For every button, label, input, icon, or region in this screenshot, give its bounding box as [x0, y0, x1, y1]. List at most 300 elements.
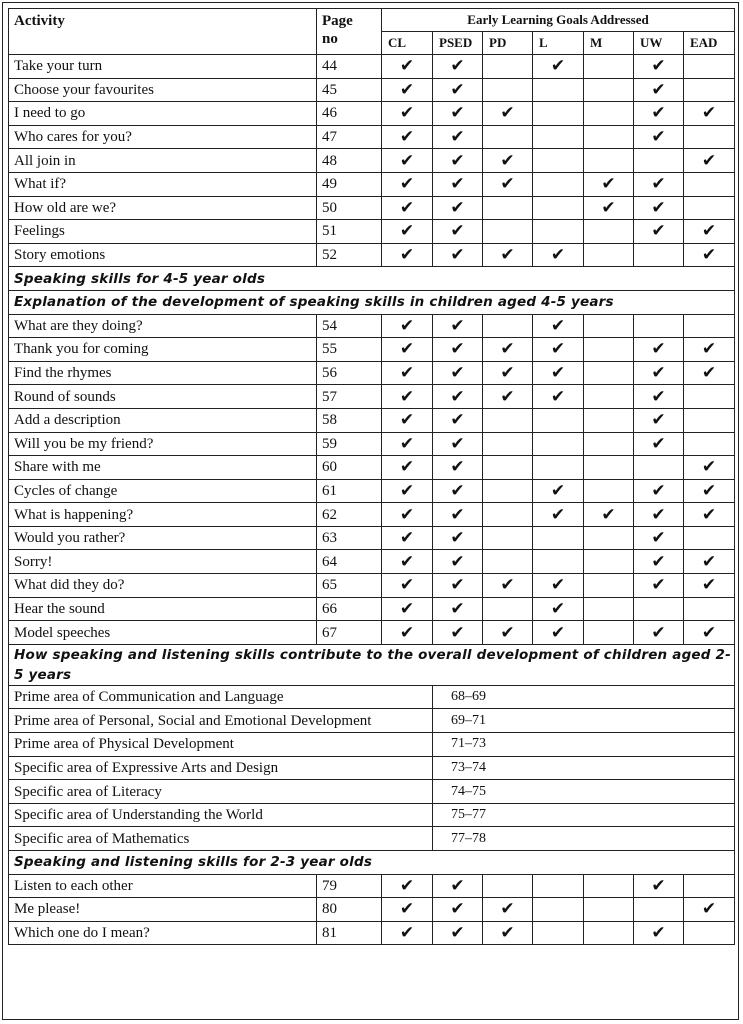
check-mark-icon: ✔: [382, 125, 433, 149]
empty-cell: [684, 196, 735, 220]
check-mark-icon: ✔: [382, 621, 433, 645]
empty-cell: [584, 456, 634, 480]
activity-name: Round of sounds: [9, 385, 317, 409]
activity-name: Listen to each other: [9, 874, 317, 898]
table-row: [9, 408, 735, 432]
page-number: 64: [317, 550, 382, 574]
activities-table: [8, 8, 735, 945]
check-mark-icon: ✔: [433, 243, 483, 267]
check-mark-icon: ✔: [433, 385, 483, 409]
check-mark-icon: ✔: [684, 574, 735, 598]
check-mark-icon: ✔: [533, 243, 584, 267]
check-mark-icon: ✔: [634, 550, 684, 574]
check-mark-icon: ✔: [382, 149, 433, 173]
section-heading-row: [9, 644, 735, 685]
check-mark-icon: ✔: [684, 361, 735, 385]
check-mark-icon: ✔: [433, 432, 483, 456]
table-row: [9, 361, 735, 385]
goal-column-header: PSED: [433, 32, 483, 55]
area-name: Specific area of Literacy: [9, 780, 433, 804]
check-mark-icon: ✔: [382, 243, 433, 267]
check-mark-icon: ✔: [634, 172, 684, 196]
table-row: [9, 574, 735, 598]
page-number: 54: [317, 314, 382, 338]
empty-cell: [483, 125, 533, 149]
empty-cell: [684, 125, 735, 149]
page-number: 47: [317, 125, 382, 149]
empty-cell: [533, 172, 584, 196]
empty-cell: [684, 921, 735, 945]
area-pages: 74–75: [433, 780, 735, 804]
activity-name: What if?: [9, 172, 317, 196]
area-row: [9, 780, 735, 804]
empty-cell: [584, 921, 634, 945]
empty-cell: [684, 78, 735, 102]
goal-column-header: UW: [634, 32, 684, 55]
empty-cell: [634, 456, 684, 480]
area-row: [9, 827, 735, 851]
table-row: [9, 503, 735, 527]
check-mark-icon: ✔: [433, 338, 483, 362]
check-mark-icon: ✔: [382, 526, 433, 550]
page-number: 57: [317, 385, 382, 409]
check-mark-icon: ✔: [382, 456, 433, 480]
check-mark-icon: ✔: [433, 574, 483, 598]
empty-cell: [684, 55, 735, 79]
check-mark-icon: ✔: [533, 314, 584, 338]
check-mark-icon: ✔: [634, 874, 684, 898]
check-mark-icon: ✔: [634, 125, 684, 149]
check-mark-icon: ✔: [483, 361, 533, 385]
page-number: 80: [317, 898, 382, 922]
empty-cell: [684, 385, 735, 409]
page-number: 60: [317, 456, 382, 480]
empty-cell: [533, 196, 584, 220]
empty-cell: [533, 149, 584, 173]
goal-column-header: L: [533, 32, 584, 55]
table-row: [9, 526, 735, 550]
table-row: [9, 220, 735, 244]
page-number: 61: [317, 479, 382, 503]
check-mark-icon: ✔: [684, 898, 735, 922]
page-number: 44: [317, 55, 382, 79]
activity-name: All join in: [9, 149, 317, 173]
empty-cell: [584, 55, 634, 79]
table-row: [9, 550, 735, 574]
table-row: [9, 385, 735, 409]
table-row: [9, 621, 735, 645]
area-row: [9, 685, 735, 709]
area-name: Prime area of Personal, Social and Emotional Development: [9, 709, 433, 733]
check-mark-icon: ✔: [483, 338, 533, 362]
table-row: [9, 196, 735, 220]
check-mark-icon: ✔: [433, 921, 483, 945]
check-mark-icon: ✔: [684, 338, 735, 362]
check-mark-icon: ✔: [433, 314, 483, 338]
check-mark-icon: ✔: [634, 574, 684, 598]
table-row: [9, 898, 735, 922]
page-number: 62: [317, 503, 382, 527]
check-mark-icon: ✔: [382, 432, 433, 456]
empty-cell: [684, 874, 735, 898]
empty-cell: [584, 408, 634, 432]
check-mark-icon: ✔: [433, 220, 483, 244]
page-number: 65: [317, 574, 382, 598]
empty-cell: [584, 621, 634, 645]
check-mark-icon: ✔: [382, 102, 433, 126]
empty-cell: [584, 385, 634, 409]
check-mark-icon: ✔: [584, 503, 634, 527]
empty-cell: [584, 314, 634, 338]
check-mark-icon: ✔: [483, 385, 533, 409]
check-mark-icon: ✔: [533, 621, 584, 645]
check-mark-icon: ✔: [533, 338, 584, 362]
activity-name: Model speeches: [9, 621, 317, 645]
empty-cell: [483, 597, 533, 621]
activity-name: Who cares for you?: [9, 125, 317, 149]
empty-cell: [483, 874, 533, 898]
empty-cell: [634, 314, 684, 338]
empty-cell: [533, 874, 584, 898]
check-mark-icon: ✔: [634, 526, 684, 550]
empty-cell: [483, 479, 533, 503]
table-row: [9, 102, 735, 126]
check-mark-icon: ✔: [584, 172, 634, 196]
activity-name: Hear the sound: [9, 597, 317, 621]
page-number: 48: [317, 149, 382, 173]
empty-cell: [634, 597, 684, 621]
check-mark-icon: ✔: [483, 921, 533, 945]
table-row: [9, 172, 735, 196]
check-mark-icon: ✔: [684, 479, 735, 503]
check-mark-icon: ✔: [684, 102, 735, 126]
check-mark-icon: ✔: [433, 102, 483, 126]
section-heading-row: [9, 851, 735, 875]
check-mark-icon: ✔: [533, 55, 584, 79]
check-mark-icon: ✔: [382, 479, 433, 503]
check-mark-icon: ✔: [433, 408, 483, 432]
goal-column-header: M: [584, 32, 634, 55]
empty-cell: [483, 408, 533, 432]
empty-cell: [584, 597, 634, 621]
check-mark-icon: ✔: [382, 550, 433, 574]
check-mark-icon: ✔: [382, 385, 433, 409]
activity-name: Me please!: [9, 898, 317, 922]
check-mark-icon: ✔: [382, 55, 433, 79]
area-row: [9, 709, 735, 733]
check-mark-icon: ✔: [433, 621, 483, 645]
table-row: [9, 597, 735, 621]
check-mark-icon: ✔: [433, 597, 483, 621]
empty-cell: [584, 338, 634, 362]
no-label: no: [322, 31, 338, 47]
check-mark-icon: ✔: [382, 921, 433, 945]
check-mark-icon: ✔: [533, 597, 584, 621]
check-mark-icon: ✔: [382, 408, 433, 432]
table-row: [9, 432, 735, 456]
check-mark-icon: ✔: [483, 574, 533, 598]
check-mark-icon: ✔: [533, 479, 584, 503]
empty-cell: [584, 125, 634, 149]
activity-name: How old are we?: [9, 196, 317, 220]
section-heading-row: [9, 290, 735, 314]
page-label: Page: [322, 13, 353, 29]
check-mark-icon: ✔: [634, 55, 684, 79]
activity-name: Story emotions: [9, 243, 317, 267]
area-row: [9, 733, 735, 757]
check-mark-icon: ✔: [634, 503, 684, 527]
goal-column-header: EAD: [684, 32, 735, 55]
check-mark-icon: ✔: [382, 874, 433, 898]
check-mark-icon: ✔: [433, 526, 483, 550]
check-mark-icon: ✔: [382, 898, 433, 922]
activity-name: Sorry!: [9, 550, 317, 574]
check-mark-icon: ✔: [382, 503, 433, 527]
empty-cell: [483, 314, 533, 338]
empty-cell: [483, 220, 533, 244]
check-mark-icon: ✔: [533, 361, 584, 385]
check-mark-icon: ✔: [483, 243, 533, 267]
activity-name: Cycles of change: [9, 479, 317, 503]
empty-cell: [684, 408, 735, 432]
empty-cell: [533, 78, 584, 102]
empty-cell: [684, 526, 735, 550]
check-mark-icon: ✔: [382, 338, 433, 362]
check-mark-icon: ✔: [634, 196, 684, 220]
section-heading: Speaking skills for 4-5 year olds: [9, 267, 735, 291]
table-row: [9, 874, 735, 898]
activity-name: What did they do?: [9, 574, 317, 598]
table-row: [9, 149, 735, 173]
empty-cell: [533, 898, 584, 922]
page-number: 55: [317, 338, 382, 362]
area-pages: 71–73: [433, 733, 735, 757]
empty-cell: [483, 55, 533, 79]
section-heading: Speaking and listening skills for 2-3 year olds: [9, 851, 735, 875]
check-mark-icon: ✔: [433, 78, 483, 102]
table-row: [9, 921, 735, 945]
check-mark-icon: ✔: [433, 172, 483, 196]
table-row: [9, 243, 735, 267]
check-mark-icon: ✔: [634, 361, 684, 385]
table-row: [9, 125, 735, 149]
empty-cell: [634, 149, 684, 173]
check-mark-icon: ✔: [483, 621, 533, 645]
area-name: Prime area of Physical Development: [9, 733, 433, 757]
empty-cell: [533, 550, 584, 574]
empty-cell: [584, 526, 634, 550]
page-number: 66: [317, 597, 382, 621]
check-mark-icon: ✔: [684, 621, 735, 645]
table-row: [9, 314, 735, 338]
activity-name: Choose your favourites: [9, 78, 317, 102]
empty-cell: [584, 361, 634, 385]
check-mark-icon: ✔: [382, 172, 433, 196]
empty-cell: [533, 526, 584, 550]
check-mark-icon: ✔: [533, 385, 584, 409]
check-mark-icon: ✔: [433, 55, 483, 79]
check-mark-icon: ✔: [433, 149, 483, 173]
check-mark-icon: ✔: [533, 503, 584, 527]
empty-cell: [584, 479, 634, 503]
page-number: 46: [317, 102, 382, 126]
empty-cell: [584, 78, 634, 102]
check-mark-icon: ✔: [382, 220, 433, 244]
check-mark-icon: ✔: [634, 338, 684, 362]
check-mark-icon: ✔: [433, 456, 483, 480]
empty-cell: [483, 456, 533, 480]
check-mark-icon: ✔: [433, 874, 483, 898]
empty-cell: [684, 597, 735, 621]
activity-name: Would you rather?: [9, 526, 317, 550]
empty-cell: [684, 172, 735, 196]
page-number: 58: [317, 408, 382, 432]
section-heading: How speaking and listening skills contribute to the overall development of children aged 2-5 years: [9, 644, 735, 685]
section-heading-row: [9, 267, 735, 291]
page-number: 49: [317, 172, 382, 196]
empty-cell: [533, 220, 584, 244]
area-name: Specific area of Expressive Arts and Design: [9, 756, 433, 780]
area-row: [9, 756, 735, 780]
empty-cell: [533, 125, 584, 149]
page-number: 81: [317, 921, 382, 945]
empty-cell: [483, 432, 533, 456]
page-number: 45: [317, 78, 382, 102]
empty-cell: [533, 456, 584, 480]
check-mark-icon: ✔: [533, 574, 584, 598]
activity-header: Activity: [9, 9, 317, 55]
check-mark-icon: ✔: [684, 243, 735, 267]
check-mark-icon: ✔: [634, 385, 684, 409]
empty-cell: [584, 102, 634, 126]
area-name: Prime area of Communication and Language: [9, 685, 433, 709]
area-pages: 69–71: [433, 709, 735, 733]
empty-cell: [533, 921, 584, 945]
check-mark-icon: ✔: [634, 621, 684, 645]
area-name: Specific area of Understanding the World: [9, 803, 433, 827]
check-mark-icon: ✔: [433, 125, 483, 149]
activity-name: Will you be my friend?: [9, 432, 317, 456]
check-mark-icon: ✔: [634, 432, 684, 456]
empty-cell: [533, 408, 584, 432]
empty-cell: [584, 898, 634, 922]
empty-cell: [483, 526, 533, 550]
area-pages: 73–74: [433, 756, 735, 780]
empty-cell: [483, 196, 533, 220]
check-mark-icon: ✔: [634, 921, 684, 945]
area-pages: 77–78: [433, 827, 735, 851]
activity-name: Add a description: [9, 408, 317, 432]
goal-column-header: CL: [382, 32, 433, 55]
page-number: 67: [317, 621, 382, 645]
section-heading: Explanation of the development of speaking skills in children aged 4-5 years: [9, 290, 735, 314]
empty-cell: [483, 78, 533, 102]
activity-name: Share with me: [9, 456, 317, 480]
activity-name: What are they doing?: [9, 314, 317, 338]
table-row: [9, 479, 735, 503]
empty-cell: [584, 220, 634, 244]
check-mark-icon: ✔: [634, 220, 684, 244]
check-mark-icon: ✔: [382, 597, 433, 621]
table-row: [9, 338, 735, 362]
empty-cell: [584, 432, 634, 456]
activity-name: Take your turn: [9, 55, 317, 79]
check-mark-icon: ✔: [433, 196, 483, 220]
check-mark-icon: ✔: [382, 314, 433, 338]
page-number: 56: [317, 361, 382, 385]
activity-name: Which one do I mean?: [9, 921, 317, 945]
goal-column-header: PD: [483, 32, 533, 55]
activity-name: I need to go: [9, 102, 317, 126]
empty-cell: [584, 574, 634, 598]
empty-cell: [533, 432, 584, 456]
check-mark-icon: ✔: [634, 479, 684, 503]
page-no-header: [317, 9, 382, 55]
goals-header: Early Learning Goals Addressed: [382, 9, 735, 32]
check-mark-icon: ✔: [634, 408, 684, 432]
empty-cell: [483, 503, 533, 527]
area-pages: 68–69: [433, 685, 735, 709]
activity-name: Thank you for coming: [9, 338, 317, 362]
table-row: [9, 78, 735, 102]
check-mark-icon: ✔: [584, 196, 634, 220]
check-mark-icon: ✔: [684, 220, 735, 244]
empty-cell: [584, 550, 634, 574]
check-mark-icon: ✔: [433, 550, 483, 574]
check-mark-icon: ✔: [433, 503, 483, 527]
area-row: [9, 803, 735, 827]
activity-name: What is happening?: [9, 503, 317, 527]
check-mark-icon: ✔: [684, 149, 735, 173]
empty-cell: [584, 243, 634, 267]
check-mark-icon: ✔: [684, 550, 735, 574]
check-mark-icon: ✔: [382, 196, 433, 220]
check-mark-icon: ✔: [483, 172, 533, 196]
check-mark-icon: ✔: [634, 102, 684, 126]
check-mark-icon: ✔: [684, 456, 735, 480]
check-mark-icon: ✔: [684, 503, 735, 527]
empty-cell: [533, 102, 584, 126]
check-mark-icon: ✔: [433, 898, 483, 922]
check-mark-icon: ✔: [483, 102, 533, 126]
page-number: 59: [317, 432, 382, 456]
check-mark-icon: ✔: [382, 574, 433, 598]
empty-cell: [634, 898, 684, 922]
area-pages: 75–77: [433, 803, 735, 827]
check-mark-icon: ✔: [433, 361, 483, 385]
activity-name: Find the rhymes: [9, 361, 317, 385]
page-number: 63: [317, 526, 382, 550]
header-row: [9, 9, 735, 32]
empty-cell: [584, 149, 634, 173]
check-mark-icon: ✔: [483, 898, 533, 922]
empty-cell: [684, 432, 735, 456]
page-number: 52: [317, 243, 382, 267]
empty-cell: [584, 874, 634, 898]
check-mark-icon: ✔: [382, 78, 433, 102]
area-name: Specific area of Mathematics: [9, 827, 433, 851]
check-mark-icon: ✔: [382, 361, 433, 385]
check-mark-icon: ✔: [433, 479, 483, 503]
empty-cell: [684, 314, 735, 338]
table-row: [9, 456, 735, 480]
empty-cell: [483, 550, 533, 574]
page-number: 51: [317, 220, 382, 244]
check-mark-icon: ✔: [483, 149, 533, 173]
page-number: 50: [317, 196, 382, 220]
table-row: [9, 55, 735, 79]
check-mark-icon: ✔: [634, 78, 684, 102]
